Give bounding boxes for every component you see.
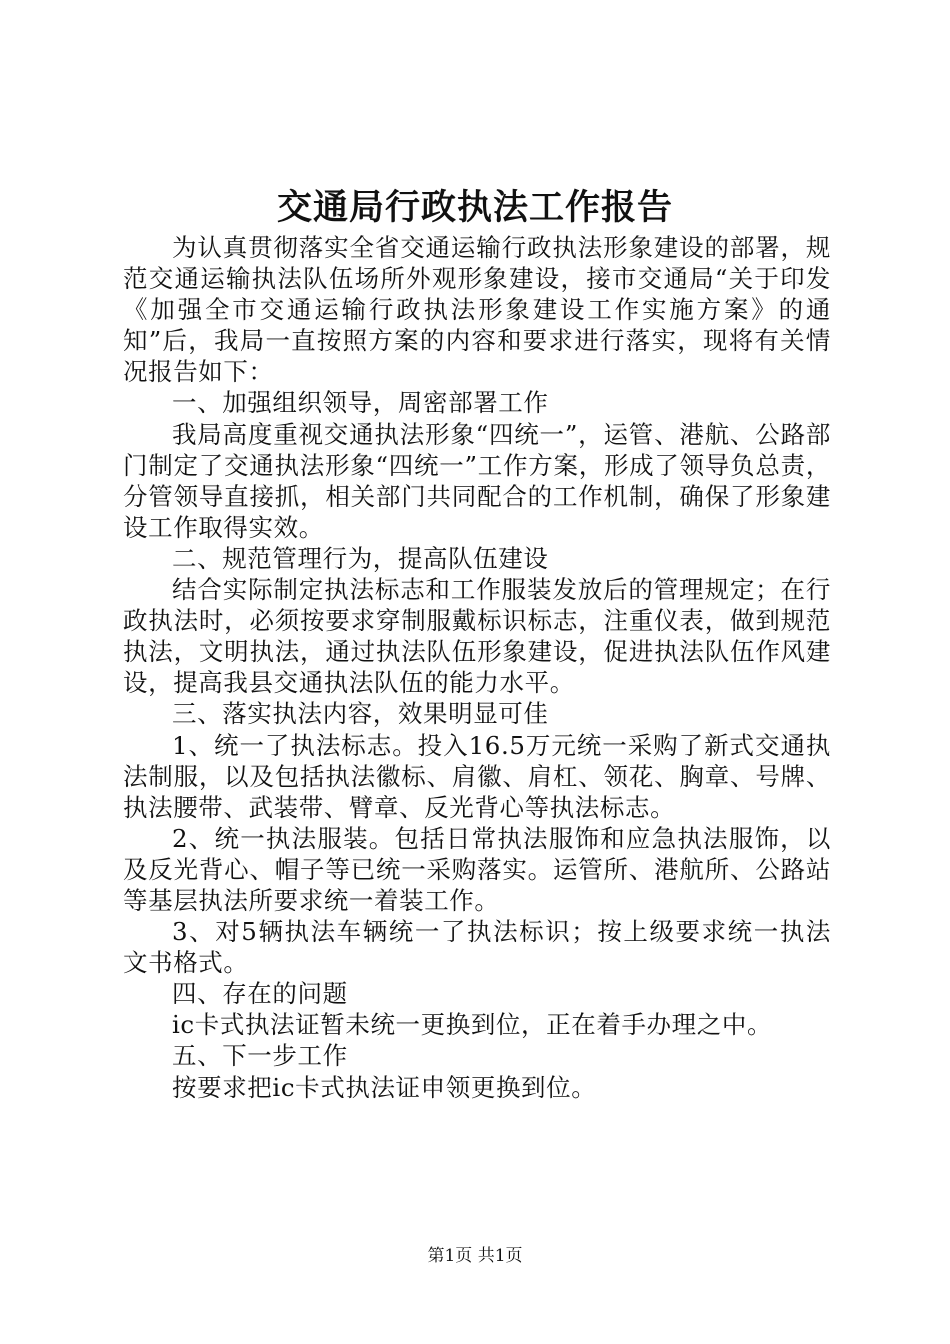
section-item-2: 2、统一执法服装。包括日常执法服饰和应急执法服饰，以及反光背心、帽子等已统一采购落实。运管所、港航所、公路站等基层执法所要求统一着装工作。: [123, 823, 831, 915]
document-body: [123, 232, 831, 1103]
section-heading-2: 二、规范管理行为，提高队伍建设: [172, 543, 549, 573]
section-item-1: 1、统一了执法标志。投入16.5万元统一采购了新式交通执法制服，以及包括执法徽标、肩徽、肩杠、领花、胸章、号牌、执法腰带、武装带、臂章、反光背心等执法标志。: [123, 730, 831, 822]
section-paragraph-4: ic卡式执法证暂未统一更换到位，正在着手办理之中。: [172, 1010, 773, 1040]
section-item-3: 3、对5辆执法车辆统一了执法标识；按上级要求统一执法文书格式。: [123, 917, 831, 978]
section-paragraph-2: 结合实际制定执法标志和工作服装发放后的管理规定；在行政执法时，必须按要求穿制服戴标识标志，注重仪表，做到规范执法，文明执法，通过执法队伍形象建设，促进执法队伍作风建设，提高我县交通执法队伍的能力水平。: [123, 575, 831, 698]
section-heading-4: 四、存在的问题: [172, 979, 348, 1009]
page-footer: 第1页 共1页: [427, 1246, 523, 1266]
intro-paragraph: 为认真贯彻落实全省交通运输行政执法形象建设的部署，规范交通运输执法队伍场所外观形象建设，接市交通局“关于印发《加强全市交通运输行政执法形象建设工作实施方案》的通知”后，我局一直按照方案的内容和要求进行落实，现将有关情况报告如下：: [123, 233, 831, 387]
section-paragraph-1: 我局高度重视交通执法形象“四统一”，运管、港航、公路部门制定了交通执法形象“四统一”工作方案，形成了领导负总责，分管领导直接抓，相关部门共同配合的工作机制，确保了形象建设工作取得实效。: [123, 419, 831, 542]
section-paragraph-5: 按要求把ic卡式执法证申领更换到位。: [172, 1072, 597, 1102]
document-title: 交通局行政执法工作报告: [276, 187, 673, 228]
section-heading-5: 五、下一步工作: [172, 1041, 348, 1071]
section-heading-3: 三、落实执法内容，效果明显可佳: [172, 699, 549, 729]
section-heading-1: 一、加强组织领导，周密部署工作: [172, 388, 549, 418]
